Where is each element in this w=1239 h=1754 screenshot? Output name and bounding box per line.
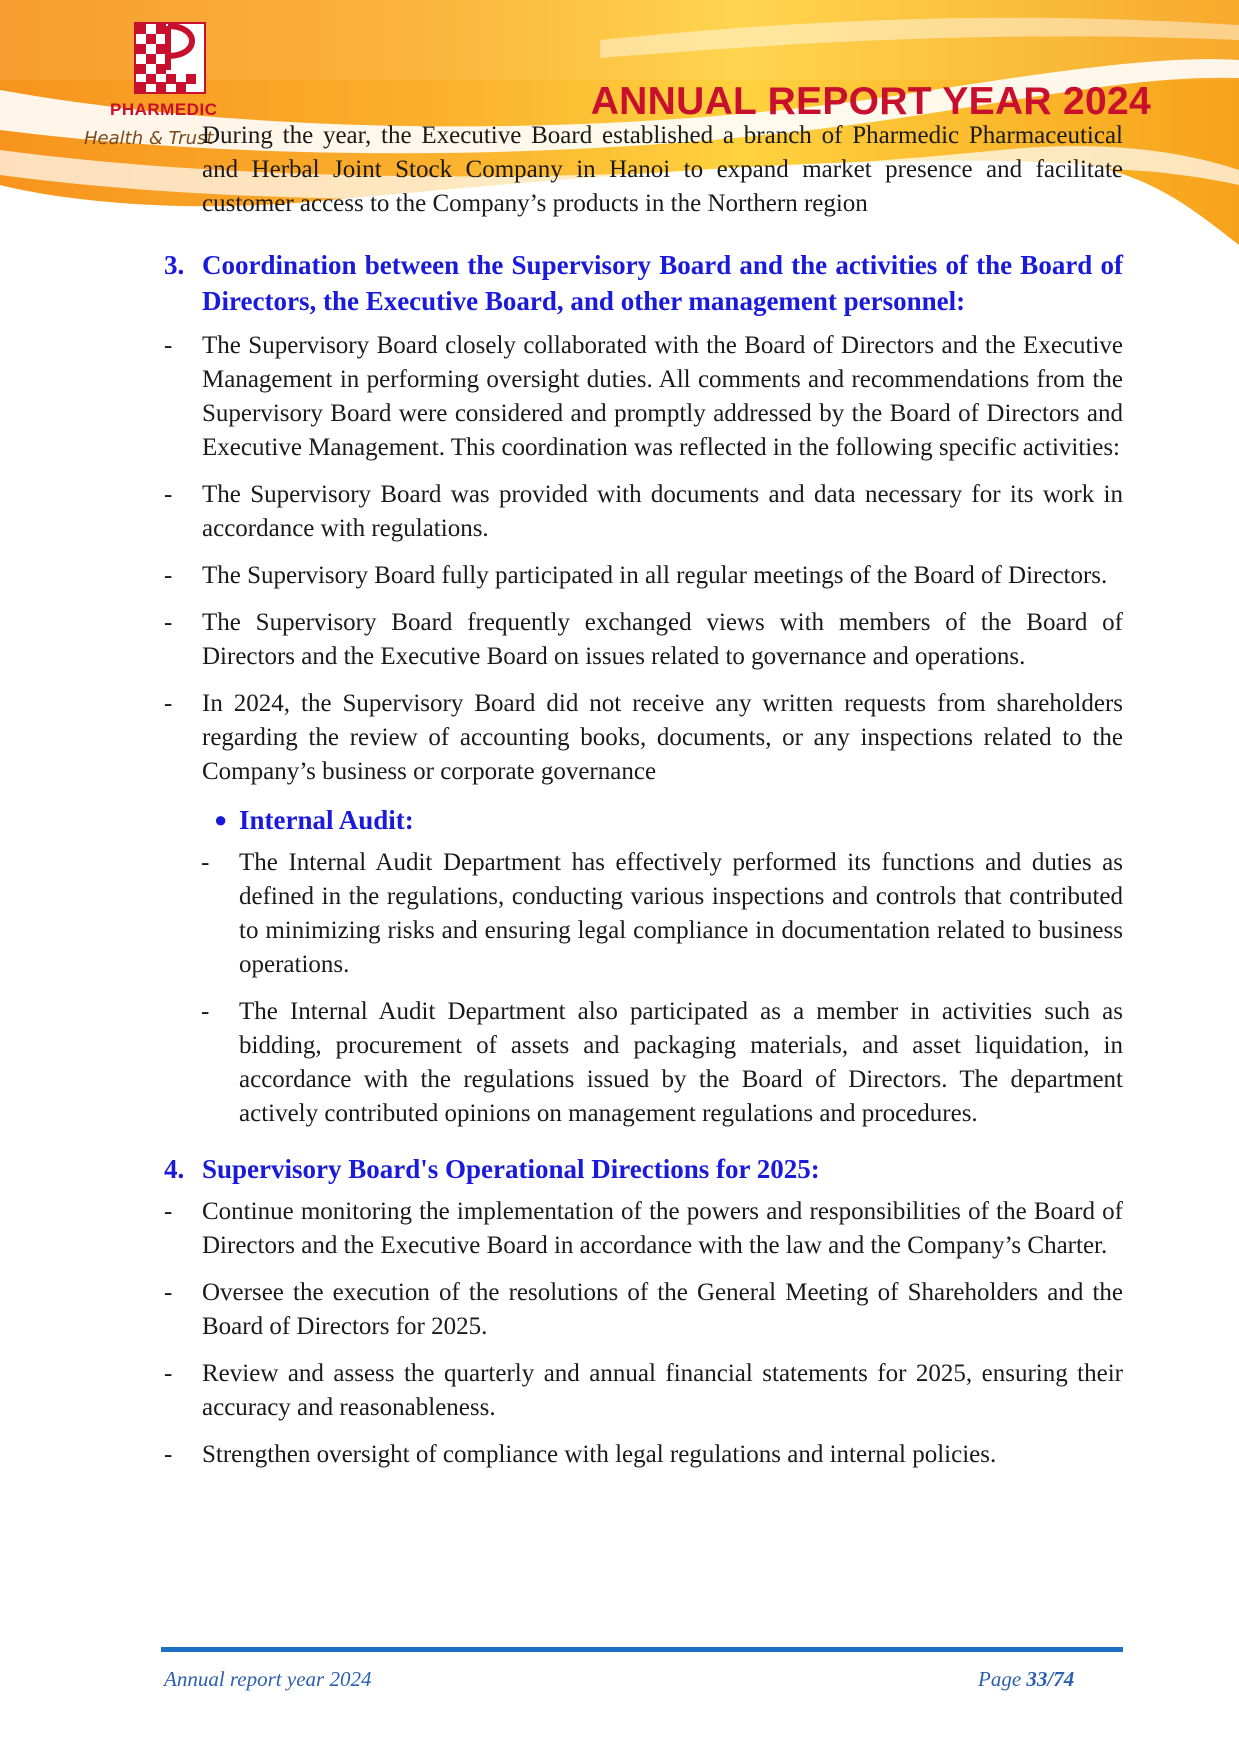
- list-item-text: Oversee the execution of the resolutions of the General Meeting of Shareholders and the Board of Directors for 2025.: [202, 1279, 1123, 1340]
- pharmedic-logo-icon: [134, 22, 206, 94]
- list-item: - The Supervisory Board was provided with documents and data necessary for its work in accordance with regulations.: [161, 478, 1123, 546]
- page-number-value: 33/74: [1026, 1667, 1075, 1691]
- section-title: Supervisory Board's Operational Directions for 2025:: [202, 1154, 820, 1184]
- subsection-title: Internal Audit:: [239, 805, 414, 835]
- list-item: - Continue monitoring the implementation of the powers and responsibilities of the Board of Directors and the Executive Board in accordance with the law and the Company’s Charter.: [161, 1195, 1123, 1263]
- brand-name: PHARMEDIC: [110, 100, 218, 119]
- brand-tagline: Health & Trust: [84, 128, 214, 149]
- list-item: - The Supervisory Board fully participated in all regular meetings of the Board of Directors.: [161, 559, 1123, 593]
- list-item-text: Strengthen oversight of compliance with legal regulations and internal policies.: [202, 1441, 997, 1468]
- section-3-heading: [161, 247, 1123, 319]
- list-item-text: The Supervisory Board closely collaborated with the Board of Directors and the Executive Management in performing oversight duties. All comments and recommendations from the Supervisory Board were considered and promptly addressed by the Board of Directors and Executive Management. This coordination was reflected in the following specific activities:: [202, 332, 1123, 461]
- list-item: - Review and assess the quarterly and annual financial statements for 2025, ensuring their accuracy and reasonableness.: [161, 1357, 1123, 1425]
- list-item: - The Internal Audit Department has effectively performed its functions and duties as defined in the regulations, conducting various inspections and controls that contributed to minimizing risks and ensuring legal compliance in documentation related to business operations.: [161, 846, 1123, 982]
- list-item-text: The Internal Audit Department has effectively performed its functions and duties as defined in the regulations, conducting various inspections and controls that contributed to minimizing risks and ensuring legal compliance in documentation related to business operations.: [239, 849, 1123, 978]
- list-item-text: The Internal Audit Department also participated as a member in activities such as bidding, procurement of assets and packaging materials, and asset liquidation, in accordance with the regulations issued by the Board of Directors. The department actively contributed opinions on management regulations and procedures.: [239, 998, 1123, 1127]
- list-item: - Oversee the execution of the resolutions of the General Meeting of Shareholders and the Board of Directors for 2025.: [161, 1276, 1123, 1344]
- page-number: [978, 1667, 1074, 1692]
- internal-audit-heading: [161, 802, 1123, 838]
- list-item-text: Review and assess the quarterly and annual financial statements for 2025, ensuring their accuracy and reasonableness.: [202, 1360, 1123, 1421]
- bullet-dot-icon: ●: [214, 807, 228, 832]
- section-title: Coordination between the Supervisory Board and the activities of the Board of Directors, the Executive Board, and other management personnel:: [202, 250, 1123, 316]
- footer-report-label: Annual report year 2024: [164, 1667, 372, 1691]
- page-label: Page: [978, 1667, 1027, 1691]
- list-item: - The Internal Audit Department also participated as a member in activities such as bidding, procurement of assets and packaging materials, and asset liquidation, in accordance with the regulations issued by the Board of Directors. The department actively contributed opinions on management regulations and procedures.: [161, 995, 1123, 1131]
- list-item-text: The Supervisory Board fully participated in all regular meetings of the Board of Directors.: [202, 562, 1108, 589]
- list-item: - The Supervisory Board closely collaborated with the Board of Directors and the Executive Management in performing oversight duties. All comments and recommendations from the Supervisory Board were considered and promptly addressed by the Board of Directors and Executive Management. This coordination was reflected in the following specific activities:: [161, 329, 1123, 465]
- page-content: [161, 119, 1123, 1485]
- footer-divider: [161, 1647, 1123, 1652]
- list-item: - The Supervisory Board frequently exchanged views with members of the Board of Directors and the Executive Board on issues related to governance and operations.: [161, 606, 1123, 674]
- list-item-text: The Supervisory Board was provided with documents and data necessary for its work in accordance with regulations.: [202, 481, 1123, 542]
- section-number: 4.: [164, 1154, 185, 1184]
- list-item-text: Continue monitoring the implementation of the powers and responsibilities of the Board of Directors and the Executive Board in accordance with the law and the Company’s Charter.: [202, 1198, 1123, 1259]
- list-item: - In 2024, the Supervisory Board did not receive any written requests from shareholders regarding the review of accounting books, documents, or any inspections related to the Company’s business or corporate governance: [161, 687, 1123, 789]
- list-item-text: In 2024, the Supervisory Board did not receive any written requests from shareholders regarding the review of accounting books, documents, or any inspections related to the Company’s business or corporate governance: [202, 690, 1123, 785]
- section-number: 3.: [164, 250, 185, 280]
- report-title: ANNUAL REPORT YEAR 2024: [590, 80, 1151, 123]
- list-item: - Strengthen oversight of compliance with legal regulations and internal policies.: [161, 1438, 1123, 1472]
- intro-paragraph: During the year, the Executive Board established a branch of Pharmedic Pharmaceutical and Herbal Joint Stock Company in Hanoi to expand market presence and facilitate customer access to the Company’s products in the Northern region: [202, 122, 1123, 217]
- list-item-text: The Supervisory Board frequently exchanged views with members of the Board of Directors and the Executive Board on issues related to governance and operations.: [202, 609, 1123, 670]
- section-4-heading: [161, 1151, 1123, 1187]
